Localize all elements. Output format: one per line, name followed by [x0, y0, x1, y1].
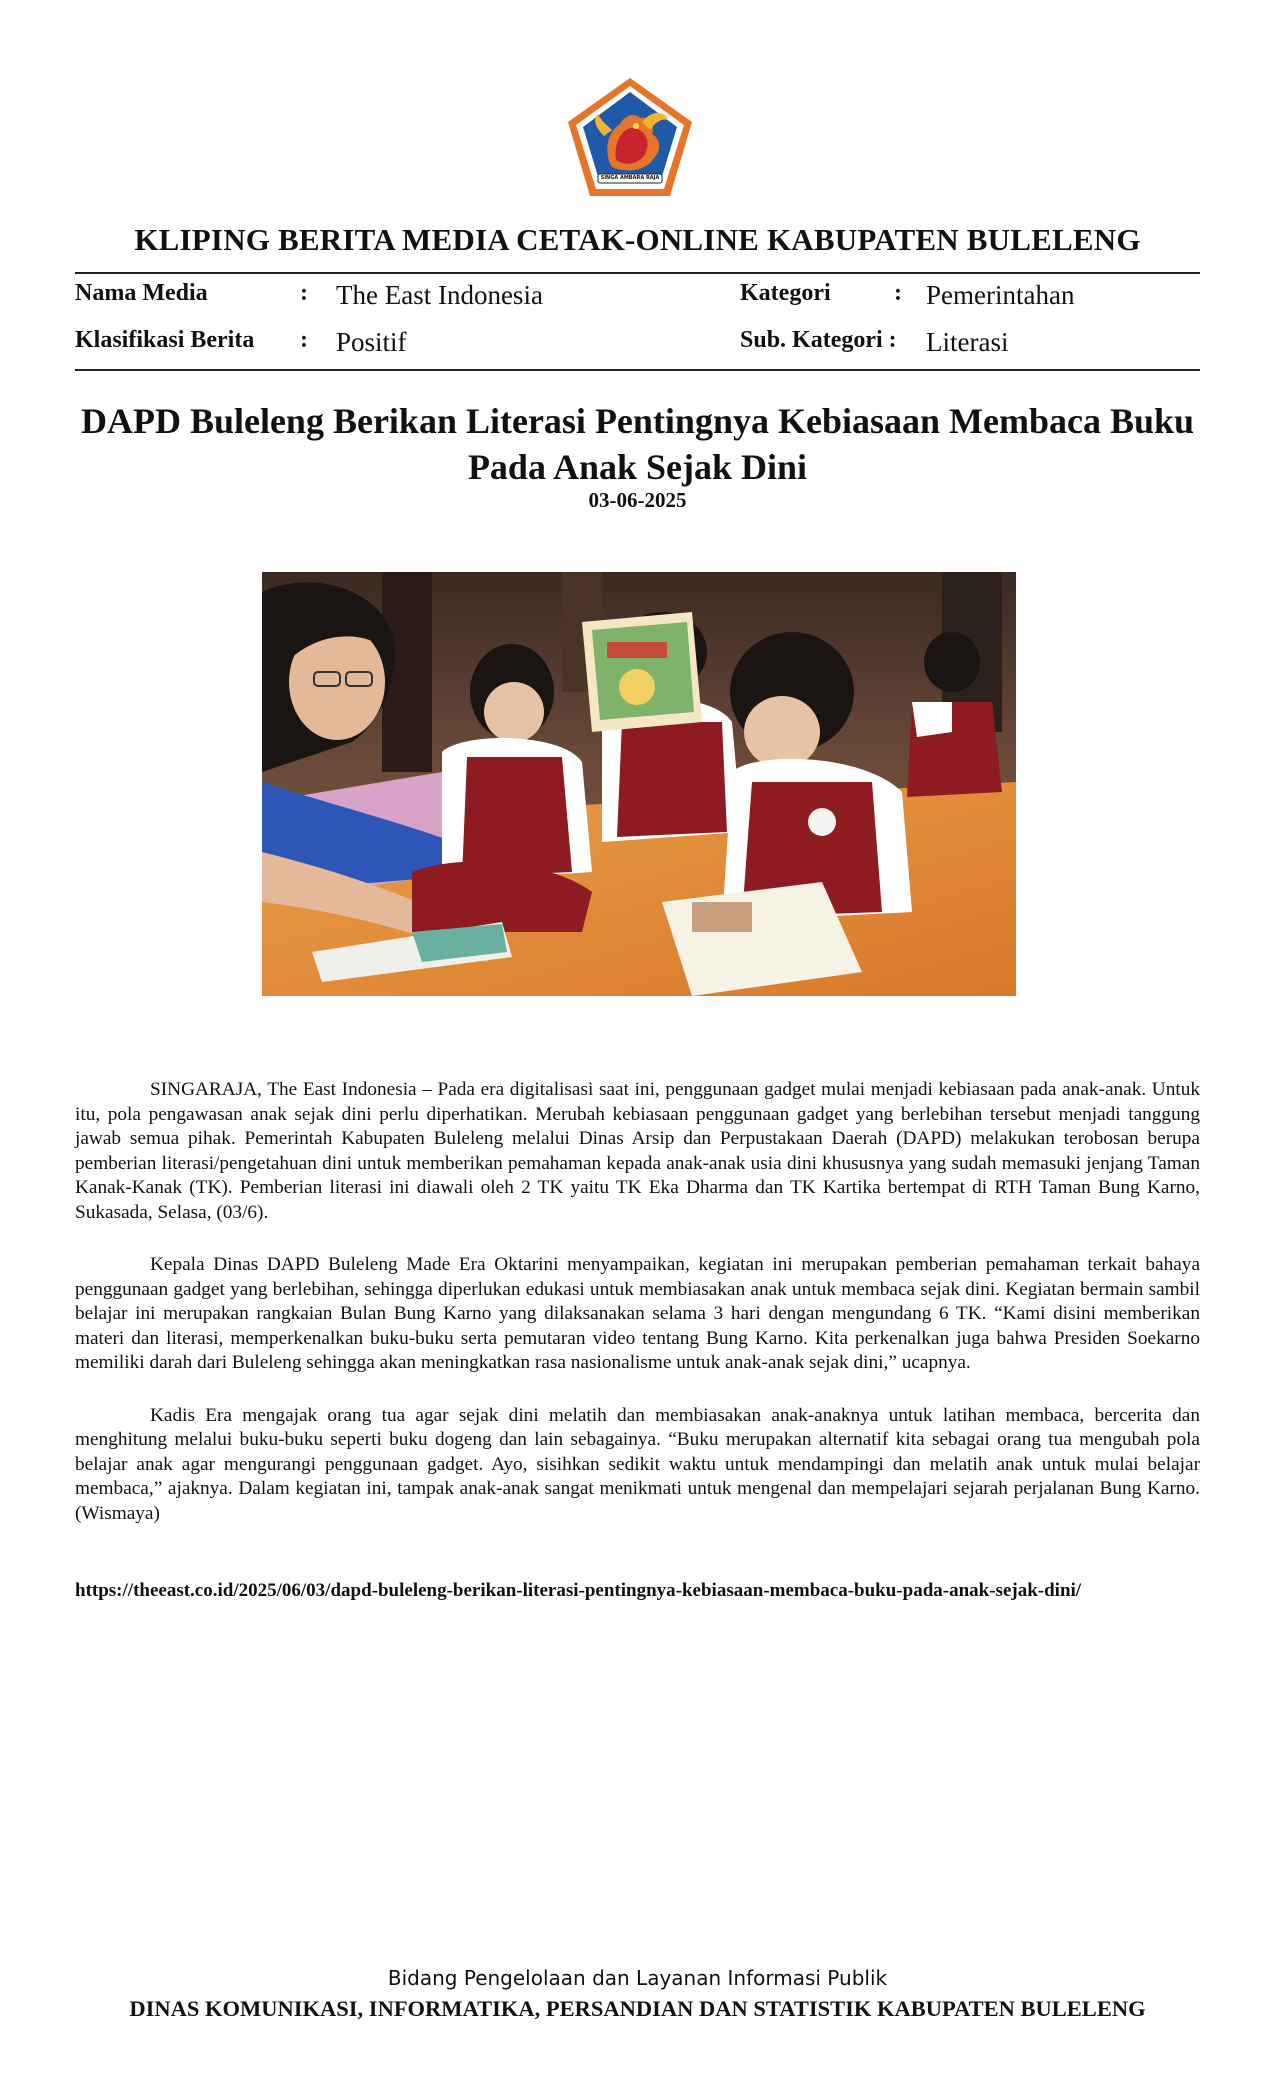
- article-body: [75, 1078, 1200, 1554]
- sub-kategori-label: Sub. Kategori :: [740, 327, 897, 353]
- sub-kategori-value: Literasi: [926, 327, 1009, 357]
- kategori-label: Kategori: [740, 280, 831, 306]
- article-paragraph: Kepala Dinas DAPD Buleleng Made Era Oktarini menyampaikan, kegiatan ini merupakan pemberian pemahaman terkait bahaya penggunaan gadget yang berlebihan, sehingga diperlukan edukasi untuk membiasakan anak untuk membaca sejak dini. Kegiatan bermain sambil belajar ini merupakan rangkaian Bulan Bung Karno yang dilaksanakan selama 3 hari dengan mengundang 6 TK. “Kami disini memberikan materi dan literasi, memperkenalkan buku-buku serta pemutaran video tentang Bung Karno. Kita perkenalkan juga bahwa Presiden Soekarno memiliki darah dari Buleleng sehingga akan meningkatkan rasa nasionalisme untuk anak-anak sejak dini,” ucapnya.: [75, 1254, 1200, 1373]
- kabupaten-buleleng-logo: [564, 76, 696, 200]
- article-headline: DAPD Buleleng Berikan Literasi Pentingnya Kebiasaan Membaca Buku Pada Anak Sejak Dini: [80, 401, 1195, 487]
- footer-agency: DINAS KOMUNIKASI, INFORMATIKA, PERSANDIAN DAN STATISTIK KABUPATEN BULELENG: [129, 1996, 1146, 2021]
- logo-motto-text: SINGA AMBARA RAJA: [600, 175, 660, 181]
- nama-media-value: The East Indonesia: [336, 280, 543, 310]
- bottom-divider: [75, 369, 1200, 371]
- footer-department: Bidang Pengelolaan dan Layanan Informasi Publik: [387, 1966, 888, 1990]
- article-photo: [262, 572, 1016, 996]
- kategori-colon: :: [894, 280, 902, 306]
- article-paragraph: Kadis Era mengajak orang tua agar sejak dini melatih dan membiasakan anak-anaknya untuk latihan membaca, bercerita dan menghitung melalui buku-buku seperti buku dogeng dan lain sebagainya. “Buku merupakan alternatif kita sebagai orang tua mengubah pola belajar anak agar mengurangi penggunaan gadget. Ayo, sisihkan sedikit waktu untuk mendampingi dan melatih anak untuk mulai belajar membaca,” ajaknya. Dalam kegiatan ini, tampak anak-anak sangat menikmati untuk mengenal dan mempelajari sejarah perjalanan Bung Karno.(Wismaya): [75, 1404, 1200, 1524]
- klasifikasi-label: Klasifikasi Berita: [75, 327, 255, 353]
- source-url-link[interactable]: https://theeast.co.id/2025/06/03/dapd-buleleng-berikan-literasi-pentingnya-kebiasaan-membaca-buku-pada-anak-sejak-dini/: [75, 1580, 1082, 1601]
- nama-media-label: Nama Media: [75, 280, 208, 306]
- klasifikasi-value: Positif: [336, 327, 407, 357]
- top-divider: [75, 272, 1200, 274]
- kliping-title: KLIPING BERITA MEDIA CETAK-ONLINE KABUPATEN BULELENG: [134, 222, 1141, 257]
- article-paragraph: SINGARAJA, The East Indonesia – Pada era digitalisasi saat ini, penggunaan gadget mulai menjadi kebiasaan pada anak-anak. Untuk itu, pola pengawasan anak sejak dini perlu diperhatikan. Merubah kebiasaan penggunaan gadget yang berlebihan tersebut menjadi tanggung jawab semua pihak. Pemerintah Kabupaten Buleleng melalui Dinas Arsip dan Perpustakaan Daerah (DAPD) melakukan terobosan berupa pemberian literasi/pengetahuan dini untuk memberikan pemahaman kepada anak-anak usia dini khususnya yang sudah memasuki jenjang Taman Kanak-Kanak (TK). Pemberian literasi ini diawali oleh 2 TK yaitu TK Eka Dharma dan TK Kartika bertempat di RTH Taman Bung Karno, Sukasada, Selasa, (03/6).: [75, 1079, 1200, 1223]
- children-reading-photo-icon: [262, 572, 1016, 996]
- article-date: 03-06-2025: [588, 488, 687, 512]
- klasifikasi-colon: :: [300, 327, 308, 353]
- nama-media-colon: :: [300, 280, 308, 306]
- kategori-value: Pemerintahan: [926, 280, 1075, 310]
